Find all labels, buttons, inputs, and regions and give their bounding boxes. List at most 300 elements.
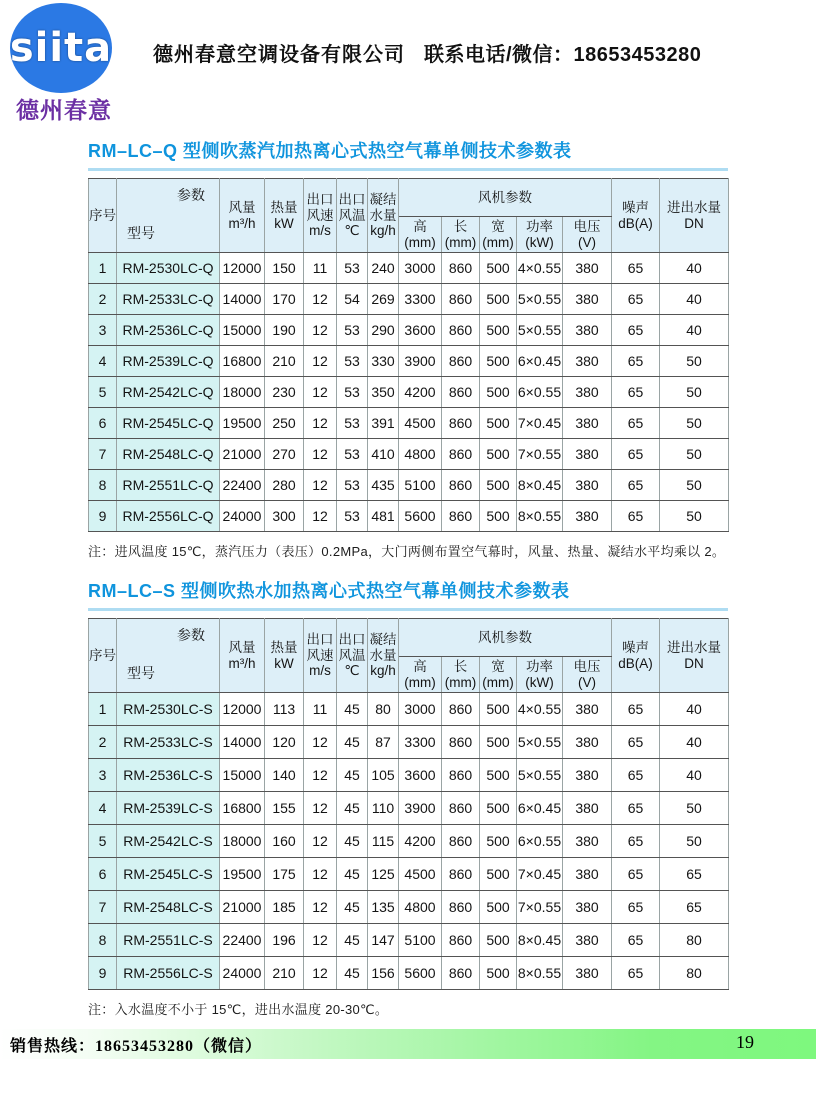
value-cell: 500	[480, 891, 517, 924]
value-cell: 500	[480, 470, 517, 501]
section-hot-water-table	[88, 580, 728, 1018]
col-header	[220, 619, 265, 693]
value-cell: 65	[612, 284, 660, 315]
model-cell: RM-2536LC-Q	[117, 315, 220, 346]
header-line: 噪声	[622, 639, 649, 655]
fan-sub-header	[517, 657, 563, 693]
value-cell: 80	[660, 924, 729, 957]
value-cell: 80	[368, 693, 399, 726]
value-cell: 40	[660, 759, 729, 792]
value-cell: 53	[337, 439, 368, 470]
value-cell: 3300	[399, 284, 442, 315]
value-cell: 500	[480, 315, 517, 346]
value-cell: 175	[265, 858, 304, 891]
value-cell: 500	[480, 957, 517, 990]
model-cell: RM-2556LC-Q	[117, 501, 220, 532]
header-line: (mm)	[404, 234, 436, 250]
header-line: 出口	[338, 191, 366, 207]
fan-sub-header	[442, 217, 480, 253]
header-line: (mm)	[482, 234, 514, 250]
value-cell: 380	[563, 726, 612, 759]
col-header	[368, 619, 399, 693]
model-cell: RM-2530LC-Q	[117, 253, 220, 284]
value-cell: 87	[368, 726, 399, 759]
col-header	[304, 179, 337, 253]
model-cell: RM-2539LC-S	[117, 792, 220, 825]
value-cell: 6×0.55	[517, 825, 563, 858]
title-underline	[88, 608, 728, 611]
col-header-index: 序号	[89, 179, 117, 253]
value-cell: 3900	[399, 346, 442, 377]
value-cell: 500	[480, 924, 517, 957]
value-cell: 8×0.45	[517, 924, 563, 957]
value-cell: 500	[480, 792, 517, 825]
value-cell: 14000	[220, 726, 265, 759]
value-cell: 80	[660, 957, 729, 990]
value-cell: 45	[337, 891, 368, 924]
value-cell: 65	[612, 759, 660, 792]
value-cell: 270	[265, 439, 304, 470]
diagonal-label-model: 型号	[127, 225, 155, 242]
value-cell: 860	[442, 346, 480, 377]
header-line: (kW)	[525, 674, 554, 690]
header-line: 热量	[270, 639, 298, 655]
value-cell: 7×0.45	[517, 408, 563, 439]
row-index-cell: 5	[89, 377, 117, 408]
value-cell: 12000	[220, 693, 265, 726]
header-line: (V)	[578, 234, 596, 250]
value-cell: 3600	[399, 759, 442, 792]
col-header	[612, 179, 660, 253]
value-cell: 65	[612, 253, 660, 284]
value-cell: 50	[660, 377, 729, 408]
value-cell: 65	[612, 924, 660, 957]
value-cell: 15000	[220, 759, 265, 792]
value-cell: 3600	[399, 315, 442, 346]
table-row	[89, 439, 729, 470]
value-cell: 7×0.55	[517, 439, 563, 470]
value-cell: 65	[612, 470, 660, 501]
value-cell: 50	[660, 470, 729, 501]
row-index-cell: 6	[89, 408, 117, 439]
value-cell: 12	[304, 891, 337, 924]
value-cell: 65	[612, 315, 660, 346]
table-row	[89, 726, 729, 759]
value-cell: 860	[442, 284, 480, 315]
value-cell: 12	[304, 792, 337, 825]
value-cell: 65	[612, 377, 660, 408]
value-cell: 65	[660, 891, 729, 924]
value-cell: 115	[368, 825, 399, 858]
value-cell: 280	[265, 470, 304, 501]
row-index-cell: 8	[89, 924, 117, 957]
value-cell: 8×0.55	[517, 957, 563, 990]
value-cell: 5×0.55	[517, 315, 563, 346]
value-cell: 65	[612, 825, 660, 858]
model-cell: RM-2545LC-Q	[117, 408, 220, 439]
value-cell: 5100	[399, 470, 442, 501]
value-cell: 12000	[220, 253, 265, 284]
value-cell: 110	[368, 792, 399, 825]
value-cell: 435	[368, 470, 399, 501]
value-cell: 380	[563, 284, 612, 315]
value-cell: 500	[480, 693, 517, 726]
value-cell: 53	[337, 253, 368, 284]
table-note-s: 注：入水温度不小于 15℃，进出水温度 20-30℃。	[88, 1002, 389, 1017]
header-line: 风速	[306, 207, 334, 223]
table-row	[89, 501, 729, 532]
fan-sub-header	[480, 657, 517, 693]
value-cell: 860	[442, 693, 480, 726]
header-line: 功率	[526, 218, 553, 234]
value-cell: 6×0.45	[517, 792, 563, 825]
value-cell: 53	[337, 377, 368, 408]
value-cell: 15000	[220, 315, 265, 346]
value-cell: 860	[442, 408, 480, 439]
col-header	[660, 179, 729, 253]
value-cell: 5100	[399, 924, 442, 957]
header-line: m³/h	[228, 215, 256, 231]
table-row	[89, 253, 729, 284]
header-row-top	[89, 179, 729, 217]
value-cell: 147	[368, 924, 399, 957]
fan-sub-header	[563, 217, 612, 253]
header-line: dB(A)	[618, 215, 653, 231]
table-note-q: 注：进风温度 15℃，蒸汽压力（表压）0.2MPa，大门两侧布置空气幕时，风量、热量、凝结水平均乘以 2。	[88, 544, 726, 559]
header-line: kg/h	[370, 223, 396, 239]
value-cell: 230	[265, 377, 304, 408]
row-index-cell: 4	[89, 792, 117, 825]
value-cell: 12	[304, 439, 337, 470]
value-cell: 391	[368, 408, 399, 439]
row-index-cell: 6	[89, 858, 117, 891]
value-cell: 22400	[220, 470, 265, 501]
value-cell: 40	[660, 284, 729, 315]
table-row	[89, 693, 729, 726]
value-cell: 53	[337, 346, 368, 377]
value-cell: 269	[368, 284, 399, 315]
row-index-cell: 3	[89, 759, 117, 792]
table-row	[89, 377, 729, 408]
value-cell: 380	[563, 924, 612, 957]
header-line: (mm)	[404, 674, 436, 690]
value-cell: 860	[442, 439, 480, 470]
row-index-cell: 8	[89, 470, 117, 501]
value-cell: 3300	[399, 726, 442, 759]
row-index-cell: 7	[89, 891, 117, 924]
value-cell: 4800	[399, 439, 442, 470]
value-cell: 65	[612, 858, 660, 891]
header-row-top	[89, 619, 729, 657]
value-cell: 190	[265, 315, 304, 346]
header-line: kg/h	[370, 663, 396, 679]
header-line: ℃	[344, 663, 360, 679]
value-cell: 380	[563, 377, 612, 408]
value-cell: 18000	[220, 377, 265, 408]
value-cell: 185	[265, 891, 304, 924]
table-title-q: RM–LC–Q 型侧吹蒸汽加热离心式热空气幕单侧技术参数表	[88, 141, 572, 161]
header-line: 进出水量	[667, 199, 721, 215]
sales-hotline: 销售热线：18653453280（微信）	[10, 1038, 263, 1055]
row-index-cell: 2	[89, 726, 117, 759]
model-cell: RM-2556LC-S	[117, 957, 220, 990]
value-cell: 4200	[399, 825, 442, 858]
value-cell: 860	[442, 726, 480, 759]
value-cell: 330	[368, 346, 399, 377]
row-index-cell: 5	[89, 825, 117, 858]
value-cell: 11	[304, 253, 337, 284]
value-cell: 500	[480, 408, 517, 439]
value-cell: 21000	[220, 439, 265, 470]
value-cell: 50	[660, 408, 729, 439]
contact-phone: 联系电话/微信：18653453280	[424, 44, 702, 66]
value-cell: 860	[442, 470, 480, 501]
value-cell: 7×0.45	[517, 858, 563, 891]
value-cell: 53	[337, 470, 368, 501]
header-line: 出口	[306, 191, 334, 207]
col-header	[265, 619, 304, 693]
value-cell: 240	[368, 253, 399, 284]
value-cell: 6×0.55	[517, 377, 563, 408]
value-cell: 500	[480, 726, 517, 759]
value-cell: 500	[480, 439, 517, 470]
header-line: kW	[274, 655, 294, 671]
header-line: (mm)	[444, 234, 477, 250]
table-row	[89, 470, 729, 501]
value-cell: 24000	[220, 501, 265, 532]
value-cell: 21000	[220, 891, 265, 924]
header-line: 宽	[491, 218, 505, 234]
value-cell: 3000	[399, 253, 442, 284]
fan-sub-header	[563, 657, 612, 693]
row-index-cell: 2	[89, 284, 117, 315]
value-cell: 12	[304, 501, 337, 532]
header-line: 长	[453, 218, 468, 234]
header-line: 长	[453, 658, 468, 674]
value-cell: 380	[563, 501, 612, 532]
value-cell: 170	[265, 284, 304, 315]
header-line: DN	[684, 215, 704, 231]
fan-params-group-header: 风机参数	[399, 619, 612, 657]
value-cell: 45	[337, 726, 368, 759]
value-cell: 3000	[399, 693, 442, 726]
value-cell: 196	[265, 924, 304, 957]
model-cell: RM-2533LC-S	[117, 726, 220, 759]
col-header	[660, 619, 729, 693]
header-line: m/s	[309, 223, 331, 239]
header-line: 风量	[228, 199, 256, 215]
model-cell: RM-2542LC-Q	[117, 377, 220, 408]
col-header	[220, 179, 265, 253]
value-cell: 45	[337, 858, 368, 891]
col-header	[337, 179, 368, 253]
value-cell: 860	[442, 924, 480, 957]
model-cell: RM-2545LC-S	[117, 858, 220, 891]
value-cell: 350	[368, 377, 399, 408]
value-cell: 45	[337, 693, 368, 726]
company-name: 德州春意空调设备有限公司	[153, 44, 405, 66]
value-cell: 500	[480, 825, 517, 858]
company-logo	[10, 3, 112, 93]
value-cell: 500	[480, 253, 517, 284]
header-line: m/s	[309, 663, 331, 679]
value-cell: 290	[368, 315, 399, 346]
value-cell: 380	[563, 346, 612, 377]
value-cell: 16800	[220, 346, 265, 377]
value-cell: 860	[442, 501, 480, 532]
value-cell: 12	[304, 759, 337, 792]
spec-table-s	[88, 618, 729, 990]
header-line: (mm)	[444, 674, 477, 690]
value-cell: 12	[304, 858, 337, 891]
header-line: 风温	[338, 207, 366, 223]
table-row	[89, 957, 729, 990]
footer-bar	[0, 1029, 816, 1059]
diagonal-header-cell	[117, 179, 220, 253]
value-cell: 65	[612, 726, 660, 759]
value-cell: 45	[337, 825, 368, 858]
value-cell: 4×0.55	[517, 253, 563, 284]
model-cell: RM-2533LC-Q	[117, 284, 220, 315]
row-index-cell: 3	[89, 315, 117, 346]
value-cell: 105	[368, 759, 399, 792]
value-cell: 380	[563, 957, 612, 990]
value-cell: 860	[442, 377, 480, 408]
header-line: DN	[684, 655, 704, 671]
header-line: 水量	[369, 647, 397, 663]
header-line: 出口	[306, 631, 334, 647]
col-header	[304, 619, 337, 693]
value-cell: 12	[304, 470, 337, 501]
value-cell: 380	[563, 253, 612, 284]
fan-sub-header	[399, 217, 442, 253]
value-cell: 45	[337, 792, 368, 825]
model-cell: RM-2539LC-Q	[117, 346, 220, 377]
model-cell: RM-2548LC-Q	[117, 439, 220, 470]
value-cell: 4200	[399, 377, 442, 408]
logo-brand-text: siita	[9, 25, 113, 71]
value-cell: 53	[337, 408, 368, 439]
table-row	[89, 759, 729, 792]
title-underline	[88, 168, 728, 171]
value-cell: 50	[660, 346, 729, 377]
value-cell: 12	[304, 825, 337, 858]
model-cell: RM-2536LC-S	[117, 759, 220, 792]
value-cell: 125	[368, 858, 399, 891]
value-cell: 210	[265, 346, 304, 377]
value-cell: 65	[612, 693, 660, 726]
model-cell: RM-2551LC-Q	[117, 470, 220, 501]
value-cell: 14000	[220, 284, 265, 315]
value-cell: 410	[368, 439, 399, 470]
col-header-index: 序号	[89, 619, 117, 693]
value-cell: 54	[337, 284, 368, 315]
value-cell: 19500	[220, 408, 265, 439]
header-line: kW	[274, 215, 294, 231]
value-cell: 40	[660, 726, 729, 759]
value-cell: 500	[480, 858, 517, 891]
header-line: ℃	[344, 223, 360, 239]
value-cell: 500	[480, 759, 517, 792]
value-cell: 860	[442, 315, 480, 346]
header-line: 功率	[526, 658, 553, 674]
value-cell: 4800	[399, 891, 442, 924]
col-header	[612, 619, 660, 693]
header-line: 出口	[338, 631, 366, 647]
value-cell: 65	[612, 439, 660, 470]
value-cell: 380	[563, 408, 612, 439]
header-line: 电压	[573, 658, 601, 674]
value-cell: 860	[442, 759, 480, 792]
value-cell: 50	[660, 825, 729, 858]
table-row	[89, 284, 729, 315]
diagonal-label-param: 参数	[177, 187, 205, 203]
value-cell: 135	[368, 891, 399, 924]
header-line: 水量	[369, 207, 397, 223]
header-line: (mm)	[482, 674, 514, 690]
value-cell: 140	[265, 759, 304, 792]
model-cell: RM-2530LC-S	[117, 693, 220, 726]
value-cell: 5×0.55	[517, 726, 563, 759]
value-cell: 65	[612, 501, 660, 532]
value-cell: 150	[265, 253, 304, 284]
header-line: 风温	[338, 647, 366, 663]
header-line: 高	[413, 218, 427, 234]
header-line: 进出水量	[667, 639, 721, 655]
header-line: dB(A)	[618, 655, 653, 671]
value-cell: 12	[304, 726, 337, 759]
value-cell: 65	[660, 858, 729, 891]
table-row	[89, 792, 729, 825]
value-cell: 11	[304, 693, 337, 726]
row-index-cell: 4	[89, 346, 117, 377]
value-cell: 24000	[220, 957, 265, 990]
value-cell: 12	[304, 315, 337, 346]
value-cell: 19500	[220, 858, 265, 891]
section-steam-table	[88, 140, 728, 560]
value-cell: 160	[265, 825, 304, 858]
fan-sub-header	[442, 657, 480, 693]
value-cell: 500	[480, 501, 517, 532]
value-cell: 380	[563, 759, 612, 792]
value-cell: 500	[480, 346, 517, 377]
table-row	[89, 891, 729, 924]
value-cell: 113	[265, 693, 304, 726]
header-line: m³/h	[228, 655, 256, 671]
value-cell: 50	[660, 439, 729, 470]
row-index-cell: 7	[89, 439, 117, 470]
value-cell: 8×0.45	[517, 470, 563, 501]
fan-params-group-header: 风机参数	[399, 179, 612, 217]
fan-sub-header	[399, 657, 442, 693]
value-cell: 500	[480, 377, 517, 408]
value-cell: 65	[612, 408, 660, 439]
value-cell: 120	[265, 726, 304, 759]
value-cell: 380	[563, 891, 612, 924]
value-cell: 250	[265, 408, 304, 439]
value-cell: 12	[304, 284, 337, 315]
value-cell: 380	[563, 825, 612, 858]
value-cell: 8×0.55	[517, 501, 563, 532]
value-cell: 3900	[399, 792, 442, 825]
header-line: (kW)	[525, 234, 554, 250]
value-cell: 45	[337, 759, 368, 792]
value-cell: 156	[368, 957, 399, 990]
value-cell: 380	[563, 470, 612, 501]
fan-sub-header	[480, 217, 517, 253]
model-cell: RM-2551LC-S	[117, 924, 220, 957]
header-line: (V)	[578, 674, 596, 690]
